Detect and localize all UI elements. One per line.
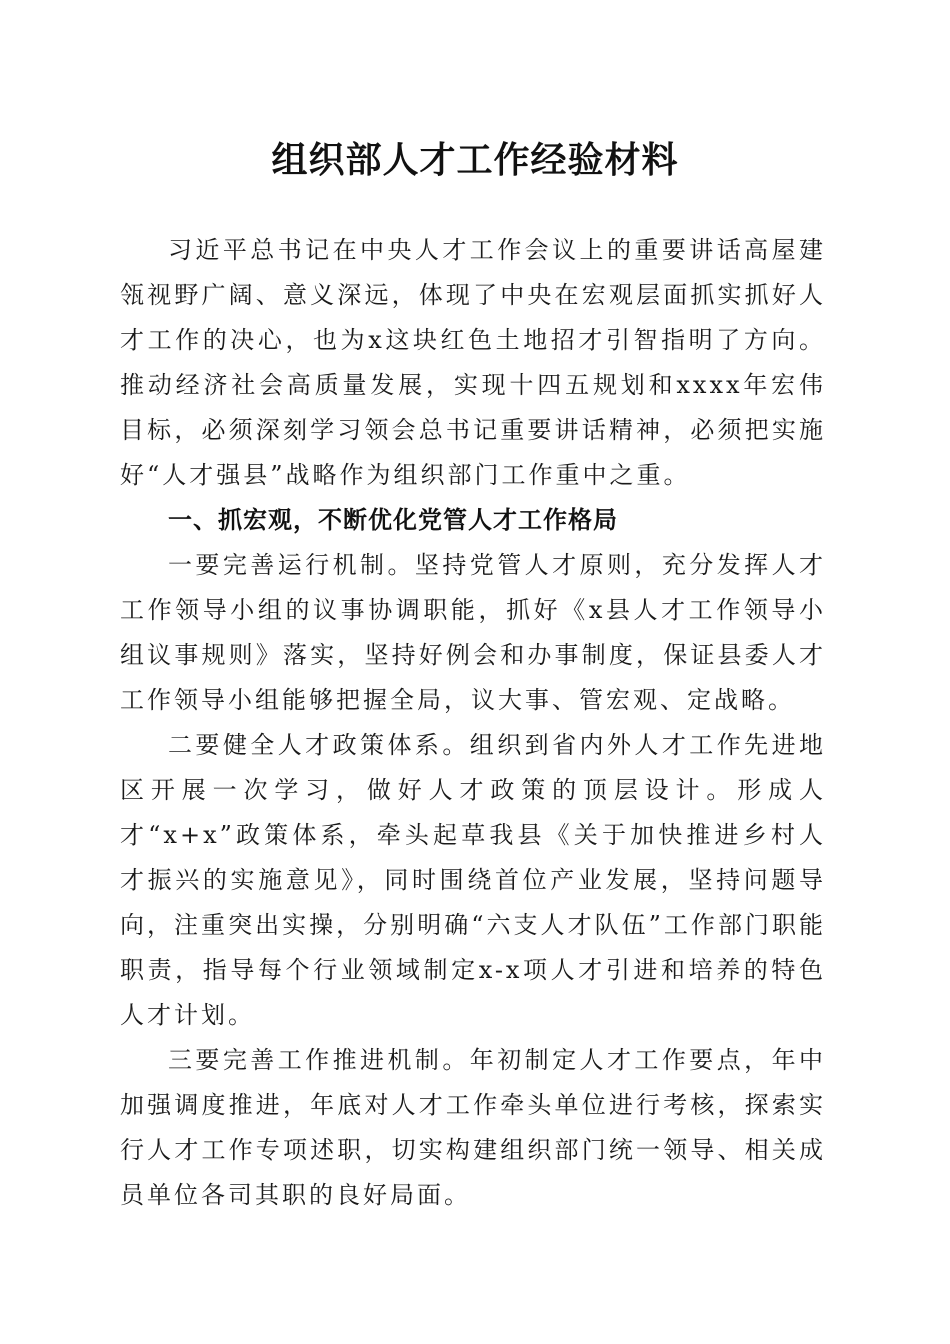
- document-body: [120, 228, 826, 1218]
- intro-paragraph: 习近平总书记在中央人才工作会议上的重要讲话高屋建瓴视野广阔、意义深远，体现了中央在宏观层面抓实抓好人才工作的决心，也为x这块红色土地招才引智指明了方向。推动经济社会高质量发展，实现十四五规划和xxxx年宏伟目标，必须深刻学习领会总书记重要讲话精神，必须把实施好“人才强县”战略作为组织部门工作重中之重。: [120, 236, 826, 489]
- document-title: 组织部人才工作经验材料: [271, 139, 679, 181]
- section-heading: 一、抓宏观，不断优化党管人才工作格局: [168, 506, 618, 534]
- section-paragraph-3: 三要完善工作推进机制。年初制定人才工作要点，年中加强调度推进，年底对人才工作牵头单位进行考核，探索实行人才工作专项述职，切实构建组织部门统一领导、相关成员单位各司其职的良好局面。: [120, 1046, 826, 1209]
- section-paragraph-1: 一要完善运行机制。坚持党管人才原则，充分发挥人才工作领导小组的议事协调职能，抓好《x县人才工作领导小组议事规则》落实，坚持好例会和办事制度，保证县委人才工作领导小组能够把握全局，议大事、管宏观、定战略。: [120, 551, 826, 714]
- section-paragraph-2: 二要健全人才政策体系。组织到省内外人才工作先进地区开展一次学习，做好人才政策的顶层设计。形成人才“x+x”政策体系，牵头起草我县《关于加快推进乡村人才振兴的实施意见》，同时围绕首位产业发展，坚持问题导向，注重突出实操，分别明确“六支人才队伍”工作部门职能职责，指导每个行业领域制定x-x项人才引进和培养的特色人才计划。: [120, 731, 826, 1029]
